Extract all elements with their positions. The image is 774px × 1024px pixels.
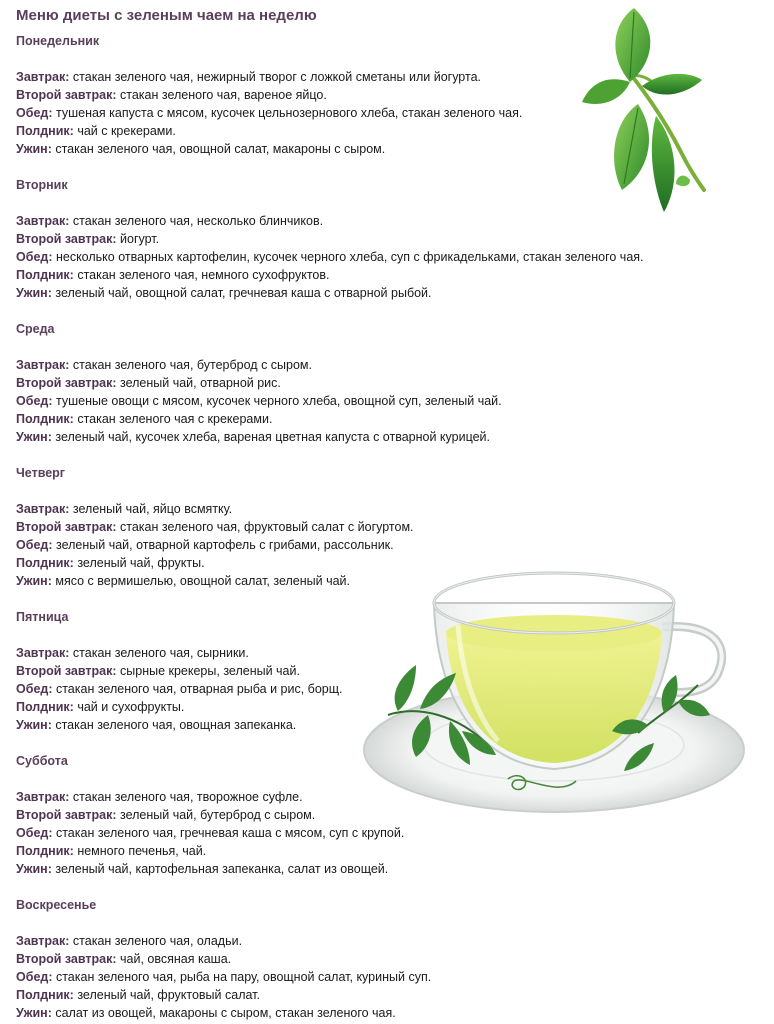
meal-lunch: [16, 392, 716, 410]
green-tea-cup-image: [358, 565, 754, 830]
meal-label: Полдник:: [16, 844, 74, 858]
meal-text: зеленый чай, отварной рис.: [116, 376, 281, 390]
meal-dinner: [16, 860, 716, 878]
meal-text: зеленый чай, бутерброд с сыром.: [116, 808, 316, 822]
meal-snack: [16, 410, 716, 428]
meal-second-breakfast: [16, 518, 716, 536]
meal-text: стакан зеленого чая, фруктовый салат с йогуртом.: [116, 520, 414, 534]
meal-label: Полдник:: [16, 124, 74, 138]
meal-text: зеленый чай, фрукты.: [73, 556, 205, 570]
meal-label: Второй завтрак:: [16, 88, 117, 102]
day-heading: Среда: [16, 322, 55, 336]
meal-label: Обед:: [16, 538, 53, 552]
meal-label: Обед:: [16, 250, 53, 264]
meal-text: чай, овсяная каша.: [116, 952, 232, 966]
day-sunday: [16, 896, 716, 1022]
meal-label: Полдник:: [16, 556, 74, 570]
meal-text: стакан зеленого чая, рыба на пару, овощной салат, куриный суп.: [52, 970, 432, 984]
meal-label: Второй завтрак:: [16, 664, 117, 678]
meal-label: Завтрак:: [16, 214, 70, 228]
meal-label: Обед:: [16, 106, 53, 120]
meal-lunch: [16, 248, 716, 266]
meal-label: Ужин:: [16, 718, 52, 732]
meal-text: мясо с вермишелью, овощной салат, зеленый чай.: [51, 574, 351, 588]
meal-label: Ужин:: [16, 430, 52, 444]
meal-label: Обед:: [16, 394, 53, 408]
meal-text: салат из овощей, макароны с сыром, стакан зеленого чая.: [51, 1006, 396, 1020]
meal-label: Второй завтрак:: [16, 232, 117, 246]
meal-label: Ужин:: [16, 1006, 52, 1020]
meal-lunch: [16, 536, 716, 554]
day-heading: Вторник: [16, 178, 68, 192]
meal-text: стакан зеленого чая, бутерброд с сыром.: [69, 358, 312, 372]
meal-label: Ужин:: [16, 286, 52, 300]
meal-text: стакан зеленого чая, оладьи.: [69, 934, 243, 948]
meal-label: Обед:: [16, 826, 53, 840]
day-heading: Суббота: [16, 754, 68, 768]
meal-text: тушеная капуста с мясом, кусочек цельнозернового хлеба, стакан зеленого чая.: [52, 106, 523, 120]
day-heading: Воскресенье: [16, 898, 97, 912]
meal-label: Полдник:: [16, 700, 74, 714]
day-heading: Четверг: [16, 466, 66, 480]
meal-label: Завтрак:: [16, 502, 70, 516]
page-title: Меню диеты с зеленым чаем на неделю: [16, 7, 317, 24]
meal-lunch: [16, 968, 716, 986]
meal-second-breakfast: [16, 950, 716, 968]
meal-label: Завтрак:: [16, 358, 70, 372]
meal-text: стакан зеленого чая, несколько блинчиков.: [69, 214, 324, 228]
meal-label: Второй завтрак:: [16, 376, 117, 390]
meal-second-breakfast: [16, 374, 716, 392]
meal-text: чай с крекерами.: [73, 124, 176, 138]
meal-label: Завтрак:: [16, 790, 70, 804]
meal-snack: [16, 266, 716, 284]
meal-dinner: [16, 284, 716, 302]
meal-label: Обед:: [16, 682, 53, 696]
meal-text: зеленый чай, картофельная запеканка, салат из овощей.: [51, 862, 389, 876]
meal-label: Второй завтрак:: [16, 520, 117, 534]
meal-dinner: [16, 428, 716, 446]
meal-label: Завтрак:: [16, 646, 70, 660]
day-heading: Пятница: [16, 610, 69, 624]
meal-label: Ужин:: [16, 142, 52, 156]
meal-dinner: [16, 1004, 716, 1022]
meal-label: Завтрак:: [16, 70, 70, 84]
meal-text: стакан зеленого чая, вареное яйцо.: [116, 88, 327, 102]
meal-text: стакан зеленого чая, сырники.: [69, 646, 249, 660]
meal-second-breakfast: [16, 230, 716, 248]
mint-sprig-image: [572, 4, 717, 216]
meal-text: стакан зеленого чая, отварная рыба и рис, борщ.: [52, 682, 343, 696]
meal-text: зеленый чай, кусочек хлеба, вареная цветная капуста с отварной курицей.: [51, 430, 490, 444]
meal-label: Второй завтрак:: [16, 808, 117, 822]
day-wednesday: [16, 320, 716, 446]
meal-breakfast: [16, 356, 716, 374]
meal-text: стакан зеленого чая с крекерами.: [73, 412, 273, 426]
meal-text: зеленый чай, отварной картофель с грибами, рассольник.: [52, 538, 394, 552]
meal-label: Полдник:: [16, 412, 74, 426]
meal-breakfast: [16, 932, 716, 950]
meal-label: Обед:: [16, 970, 53, 984]
meal-snack: [16, 842, 716, 860]
meal-text: зеленый чай, яйцо всмятку.: [69, 502, 233, 516]
meal-label: Полдник:: [16, 988, 74, 1002]
meal-label: Ужин:: [16, 574, 52, 588]
meal-label: Завтрак:: [16, 934, 70, 948]
meal-snack: [16, 986, 716, 1004]
meal-text: несколько отварных картофелин, кусочек черного хлеба, суп с фрикадельками, стакан зеленого чая.: [52, 250, 644, 264]
meal-text: немного печенья, чай.: [73, 844, 207, 858]
meal-text: зеленый чай, фруктовый салат.: [73, 988, 260, 1002]
meal-text: тушеные овощи с мясом, кусочек черного хлеба, овощной суп, зеленый чай.: [52, 394, 502, 408]
meal-text: чай и сухофрукты.: [73, 700, 185, 714]
meal-text: стакан зеленого чая, овощная запеканка.: [51, 718, 297, 732]
meal-text: стакан зеленого чая, гречневая каша с мясом, суп с крупой.: [52, 826, 405, 840]
meal-text: зеленый чай, овощной салат, гречневая каша с отварной рыбой.: [51, 286, 432, 300]
meal-text: стакан зеленого чая, овощной салат, макароны с сыром.: [51, 142, 386, 156]
meal-label: Второй завтрак:: [16, 952, 117, 966]
meal-breakfast: [16, 500, 716, 518]
day-heading: Понедельник: [16, 34, 100, 48]
meal-text: стакан зеленого чая, немного сухофруктов.: [73, 268, 330, 282]
meal-text: стакан зеленого чая, нежирный творог с ложкой сметаны или йогурта.: [69, 70, 481, 84]
meal-label: Ужин:: [16, 862, 52, 876]
meal-text: сырные крекеры, зеленый чай.: [116, 664, 300, 678]
meal-text: стакан зеленого чая, творожное суфле.: [69, 790, 303, 804]
meal-text: йогурт.: [116, 232, 160, 246]
meal-label: Полдник:: [16, 268, 74, 282]
